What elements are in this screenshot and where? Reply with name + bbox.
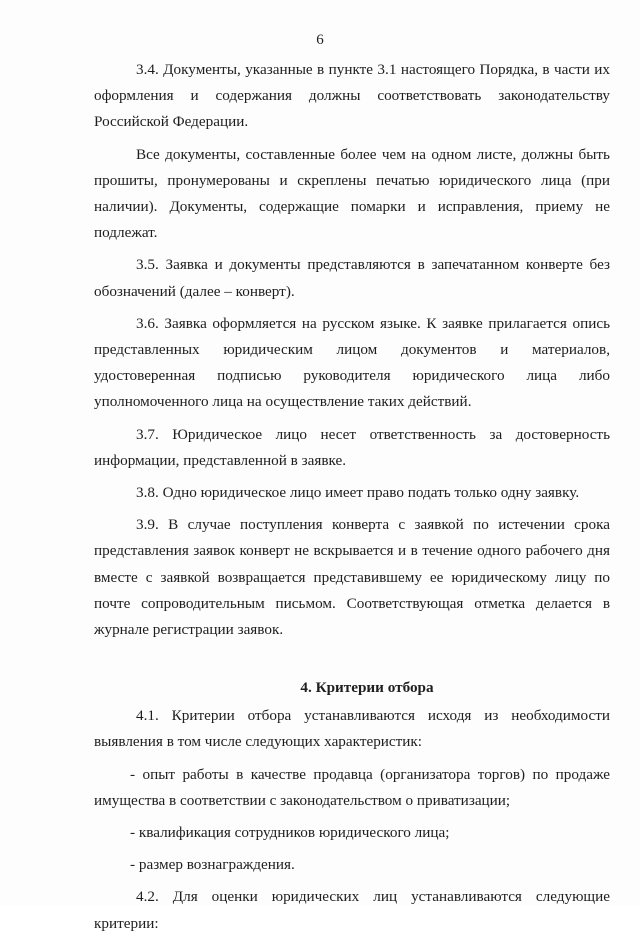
paragraph-3-8: 3.8. Одно юридическое лицо имеет право подать только одну заявку. <box>136 484 580 502</box>
paragraph-4-1: 4.1. Критерии отбора устанавливаются исходя из необходимости выявления в том числе следующих характеристик: <box>94 707 610 751</box>
paragraph-3-5: 3.5. Заявка и документы представляются в запечатанном конверте без обозначений (далее – конверт). <box>94 256 610 300</box>
criterion-qualification: - квалификация сотрудников юридического лица; <box>130 824 450 842</box>
page-number: 6 <box>316 32 324 48</box>
document-body <box>94 55 610 937</box>
paragraph-3-4: 3.4. Документы, указанные в пункте 3.1 настоящего Порядка, в части их оформления и содержания должны соответствовать законодательству Российской Федерации. <box>94 61 610 131</box>
paragraph-documents-binding: Все документы, составленные более чем на одном листе, должны быть прошиты, пронумерованы и скреплены печатью юридического лица (при наличии). Документы, содержащие помарки и исправления, приему не подлежат. <box>94 145 610 242</box>
criterion-experience: - опыт работы в качестве продавца (организатора торгов) по продаже имущества в соответствии с законодательством о приватизации; <box>94 765 610 809</box>
criterion-remuneration: - размер вознаграждения. <box>130 856 295 874</box>
paragraph-3-6: 3.6. Заявка оформляется на русском языке. К заявке прилагается опись представленных юридическим лицом документов и материалов, удостоверенная подписью руководителя юридического лица либо уполномоченного лица на осуществление таких действий. <box>94 314 610 411</box>
paragraph-4-2: 4.2. Для оценки юридических лиц устанавливаются следующие критерии: <box>94 888 610 932</box>
section-heading: 4. Критерии отбора <box>300 679 434 697</box>
paragraph-3-7: 3.7. Юридическое лицо несет ответственность за достоверность информации, представленной в заявке. <box>94 425 610 469</box>
paragraph-3-9: 3.9. В случае поступления конверта с заявкой по истечении срока представления заявок конверт не вскрывается и в течение одного рабочего дня вместе с заявкой возвращается представившему ее юридическому лицу по почте сопроводительным письмом. Соответствующая отметка делается в журнале регистрации заявок. <box>94 516 610 639</box>
